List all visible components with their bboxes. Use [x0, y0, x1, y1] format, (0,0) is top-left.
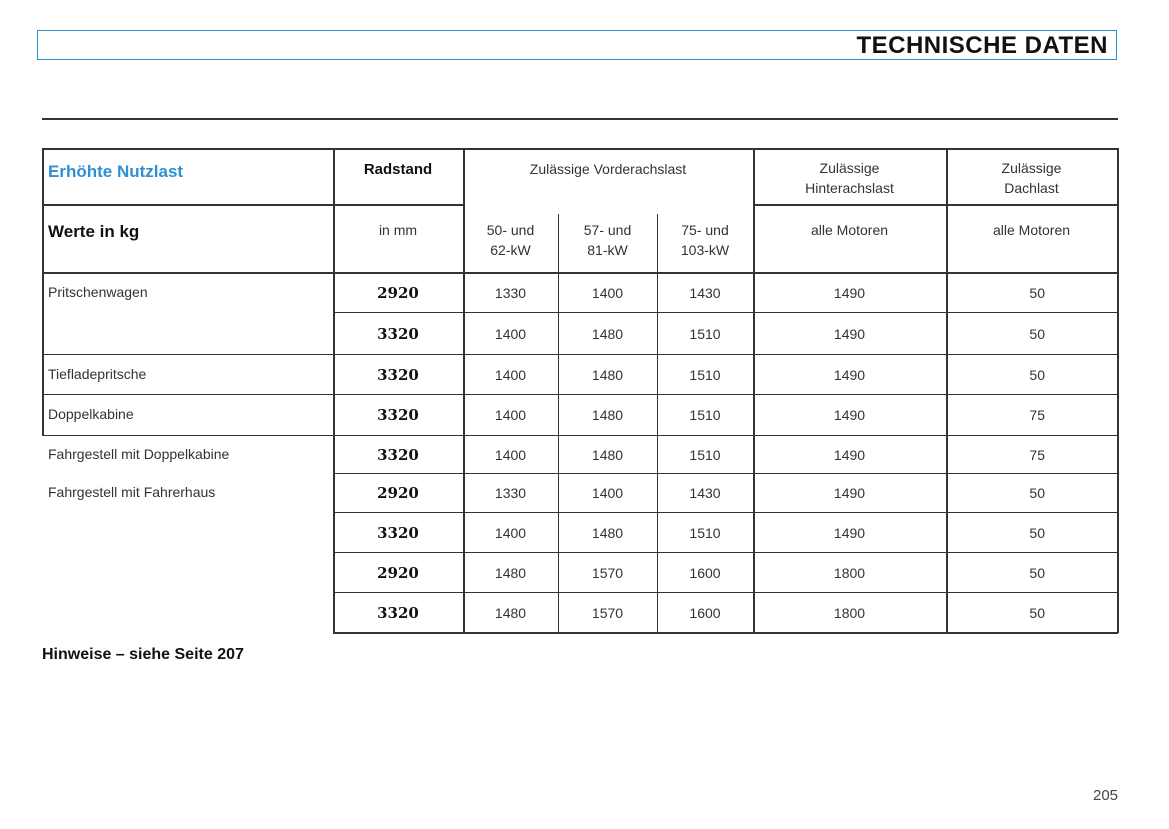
row-radstand: 3320: [377, 524, 419, 542]
row-front-50kw: 1400: [494, 367, 527, 383]
row-roof-load: 75: [1029, 407, 1045, 423]
row-radstand: 2920: [377, 484, 419, 502]
row-label: Doppelkabine: [48, 406, 134, 422]
row-roof-load: 50: [1029, 285, 1045, 301]
row-radstand: 3320: [377, 604, 419, 622]
row-front-50kw: 1330: [494, 485, 527, 501]
row-front-50kw: 1480: [494, 605, 527, 621]
row-front-50kw: 1330: [494, 285, 527, 301]
row-rear-axle: 1490: [833, 367, 866, 383]
row-front-50kw: 1400: [494, 525, 527, 541]
header-divider: [42, 204, 333, 206]
row-front-50kw: 1400: [494, 407, 527, 423]
engine-header-57: 57- und 81-kW: [583, 222, 632, 258]
row-radstand: 3320: [377, 366, 419, 384]
row-front-75kw: 1430: [689, 485, 721, 501]
rear-axle-header: Zulässige Hinterachslast: [805, 160, 894, 196]
row-rear-axle: 1800: [833, 565, 866, 581]
row-front-57kw: 1480: [591, 367, 624, 383]
section-header-box: [37, 30, 1117, 60]
engine-header-50: 50- und 62-kW: [486, 222, 535, 258]
row-front-50kw: 1400: [494, 326, 527, 342]
roof-load-header: Zulässige Dachlast: [1001, 160, 1062, 196]
row-front-57kw: 1480: [591, 447, 624, 463]
row-front-75kw: 1510: [689, 407, 721, 423]
table-right-border: [1117, 148, 1119, 633]
row-front-57kw: 1570: [591, 605, 624, 621]
row-rear-axle: 1490: [833, 285, 866, 301]
row-label: [48, 592, 328, 632]
row-front-75kw: 1510: [689, 525, 721, 541]
table-left-border: [42, 148, 44, 436]
row-front-57kw: 1400: [591, 285, 624, 301]
row-front-75kw: 1510: [689, 447, 721, 463]
row-roof-load: 50: [1029, 326, 1045, 342]
row-label: Tiefladepritsche: [48, 366, 147, 382]
roof-load-engines: alle Motoren: [992, 222, 1071, 238]
row-label: Pritschenwagen: [48, 284, 148, 300]
row-front-75kw: 1600: [689, 565, 721, 581]
row-label: Fahrgestell mit Doppelkabine: [48, 446, 230, 462]
row-radstand: 3320: [377, 406, 419, 424]
section-title: TECHNISCHE DATEN: [856, 32, 1108, 59]
header-rule: [42, 118, 1118, 120]
rear-axle-engines: alle Motoren: [810, 222, 889, 238]
row-front-50kw: 1400: [494, 447, 527, 463]
radstand-unit: in mm: [378, 222, 418, 238]
front-axle-header: Zulässige Vorderachslast: [529, 161, 687, 177]
row-roof-load: 50: [1029, 605, 1045, 621]
engine-header-75: 75- und 103-kW: [680, 222, 730, 258]
footnote: Hinweise – siehe Seite 207: [42, 646, 244, 663]
page-number: 205: [1093, 787, 1119, 804]
row-rear-axle: 1490: [833, 407, 866, 423]
row-front-57kw: 1480: [591, 407, 624, 423]
row-front-57kw: 1570: [591, 565, 624, 581]
row-label: [48, 312, 328, 354]
row-label: [48, 512, 328, 552]
row-radstand: 2920: [377, 564, 419, 582]
row-rear-axle: 1490: [833, 447, 866, 463]
table-title: Erhöhte Nutzlast: [48, 162, 184, 181]
row-roof-load: 50: [1029, 485, 1045, 501]
row-radstand: 2920: [377, 284, 419, 302]
load-table: [42, 148, 1118, 633]
row-front-75kw: 1510: [689, 326, 721, 342]
row-front-75kw: 1510: [689, 367, 721, 383]
row-radstand: 3320: [377, 446, 419, 464]
row-rear-axle: 1800: [833, 605, 866, 621]
row-front-57kw: 1400: [591, 485, 624, 501]
row-rear-axle: 1490: [833, 525, 866, 541]
row-radstand: 3320: [377, 325, 419, 343]
row-rear-axle: 1490: [833, 326, 866, 342]
row-front-75kw: 1430: [689, 285, 721, 301]
table-top-border: [42, 148, 1118, 150]
row-label: [48, 552, 328, 592]
row-roof-load: 50: [1029, 367, 1045, 383]
row-front-57kw: 1480: [591, 525, 624, 541]
row-label: Fahrgestell mit Fahrerhaus: [48, 484, 216, 500]
header-divider-radstand: [333, 204, 463, 206]
row-roof-load: 75: [1029, 447, 1045, 463]
radstand-header: Radstand: [363, 161, 433, 178]
row-roof-load: 50: [1029, 525, 1045, 541]
header-divider-right: [753, 204, 1118, 206]
row-front-50kw: 1480: [494, 565, 527, 581]
row-front-57kw: 1480: [591, 326, 624, 342]
table-subtitle: Werte in kg: [48, 222, 140, 241]
row-roof-load: 50: [1029, 565, 1045, 581]
row-rear-axle: 1490: [833, 485, 866, 501]
row-front-75kw: 1600: [689, 605, 721, 621]
